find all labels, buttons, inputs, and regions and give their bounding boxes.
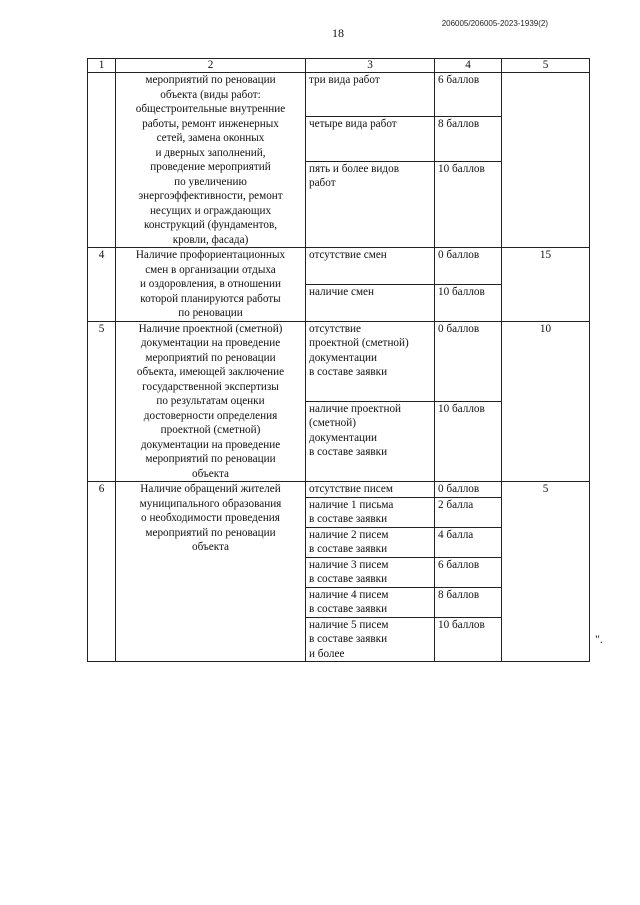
option-condition: три вида работ [306,73,435,117]
option-points: 0 баллов [435,321,502,401]
criterion-number [88,73,116,248]
option-condition: наличие 3 писем в составе заявки [306,557,435,587]
option-points: 6 баллов [435,557,502,587]
option-condition: отсутствие смен [306,248,435,285]
option-condition: наличие 4 писем в составе заявки [306,587,435,617]
criterion-name: Наличие проектной (сметной) документации на проведение мероприятий по реновации объекта, имеющей заключение государственной экспертизы по результатам оценки достоверности определения проектной (сметной) документации на проведение мероприятий по реновации объекта [116,321,306,482]
max-score: 15 [502,248,590,322]
option-points: 8 баллов [435,117,502,161]
criterion-number: 6 [88,482,116,662]
option-points: 10 баллов [435,617,502,662]
option-condition: пять и более видов работ [306,161,435,247]
table-row [88,321,590,401]
column-number: 5 [502,59,590,73]
criterion-name: Наличие обращений жителей муниципального образования о необходимости проведения мероприятий по реновации объекта [116,482,306,662]
option-points: 2 балла [435,497,502,527]
option-condition: отсутствие проектной (сметной) документации в составе заявки [306,321,435,401]
page-number: 18 [332,26,344,40]
table-row [88,248,590,285]
option-points: 4 балла [435,527,502,557]
criterion-name: мероприятий по реновации объекта (виды работ: общестроительные внутренние работы, ремонт инженерных сетей, замена оконных и дверных заполнений, проведение мероприятий по увеличению энергоэффективности, ремонт несущих и ограждающих конструкций (фундаментов, кровли, фасада) [116,73,306,248]
option-points: 0 баллов [435,482,502,498]
criterion-number: 5 [88,321,116,482]
option-points: 8 баллов [435,587,502,617]
option-points: 6 баллов [435,73,502,117]
closing-quote: ". [595,632,603,646]
criteria-table [87,58,590,662]
option-condition: наличие смен [306,284,435,321]
option-condition: наличие проектной (сметной) документации в составе заявки [306,401,435,481]
column-number: 2 [116,59,306,73]
column-number: 4 [435,59,502,73]
max-score: 10 [502,321,590,482]
option-points: 0 баллов [435,248,502,285]
option-points: 10 баллов [435,284,502,321]
option-points: 10 баллов [435,161,502,247]
option-condition: четыре вида работ [306,117,435,161]
max-score [502,73,590,248]
criterion-name: Наличие профориентационных смен в организации отдыха и оздоровления, в отношении которой планируются работы по реновации [116,248,306,322]
max-score: 5 [502,482,590,662]
option-points: 10 баллов [435,401,502,481]
option-condition: наличие 5 писем в составе заявки и более [306,617,435,662]
document-id: 206005/206005-2023-1939(2) [441,19,548,28]
column-number: 3 [306,59,435,73]
criterion-number: 4 [88,248,116,322]
column-number-row [88,59,590,73]
option-condition: наличие 1 письма в составе заявки [306,497,435,527]
option-condition: отсутствие писем [306,482,435,498]
table-row [88,73,590,117]
column-number: 1 [88,59,116,73]
table-row [88,482,590,498]
option-condition: наличие 2 писем в составе заявки [306,527,435,557]
